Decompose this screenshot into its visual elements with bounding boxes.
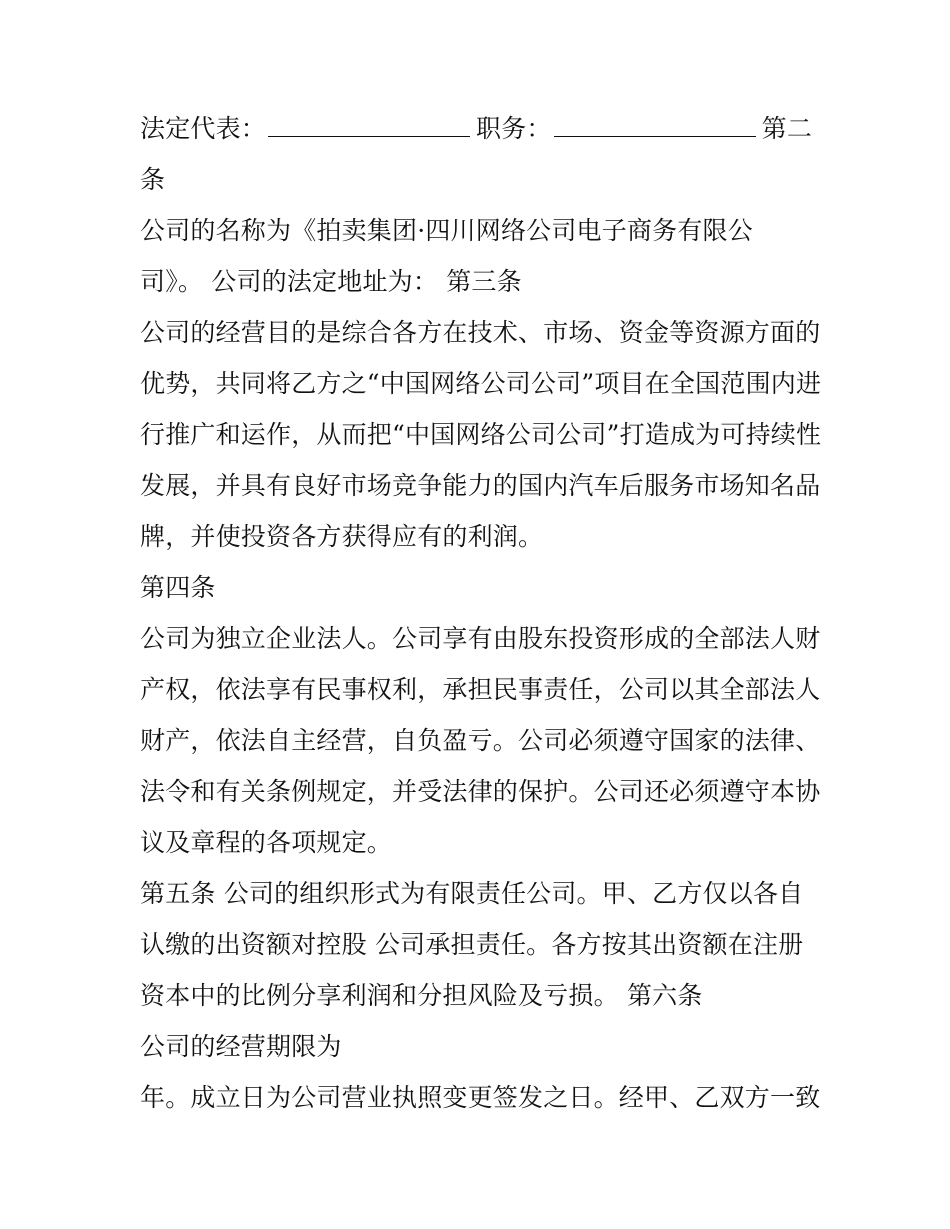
section-heading: 第四条 [140, 573, 216, 602]
title-label: 职务： [476, 114, 552, 143]
text-line: 认缴的出资额对控股 公司承担责任。各方按其出资额在注册 [140, 930, 804, 959]
text-line: 公司的经营目的是综合各方在技术、市场、资金等资源方面的 [140, 318, 821, 347]
text-line: 发展，并具有良好市场竞争能力的国内汽车后服务市场知名品 [140, 471, 821, 500]
representative-line [140, 114, 812, 144]
text-line: 法令和有关条例规定，并受法律的保护。公司还必须遵守本协 [140, 777, 821, 806]
text-line: 产权，依法享有民事权利，承担民事责任，公司以其全部法人 [140, 675, 821, 704]
text-line: 公司的经营期限为 [140, 1032, 342, 1061]
text-line: 公司为独立企业法人。公司享有由股东投资形成的全部法人财 [140, 624, 821, 653]
text-line: 议及章程的各项规定。 [140, 828, 393, 857]
text-line: 财产，依法自主经营，自负盈亏。公司必须遵守国家的法律、 [140, 726, 821, 755]
title-blank [554, 114, 756, 137]
text-line: 资本中的比例分享利润和分担风险及亏损。 第六条 [140, 981, 703, 1010]
rep-label: 法定代表： [140, 114, 267, 143]
text-line: 条 [140, 165, 166, 194]
text-line: 第五条 公司的组织形式为有限责任公司。甲、乙方仅以各自 [140, 879, 804, 908]
rep-blank [268, 114, 470, 137]
text-line: 司》。 公司的法定地址为： 第三条 [140, 267, 522, 296]
text-line: 年。成立日为公司营业执照变更签发之日。经甲、乙双方一致 [140, 1083, 821, 1112]
text-line: 公司的名称为《拍卖集团·四川网络公司电子商务有限公 [140, 216, 753, 245]
text-line: 优势，共同将乙方之“中国网络公司公司”项目在全国范围内进 [140, 369, 822, 398]
text-line: 牌，并使投资各方获得应有的利润。 [140, 522, 544, 551]
header-trail: 第二 [761, 114, 813, 143]
text-line: 行推广和运作，从而把“中国网络公司公司”打造成为可持续性 [140, 420, 822, 449]
